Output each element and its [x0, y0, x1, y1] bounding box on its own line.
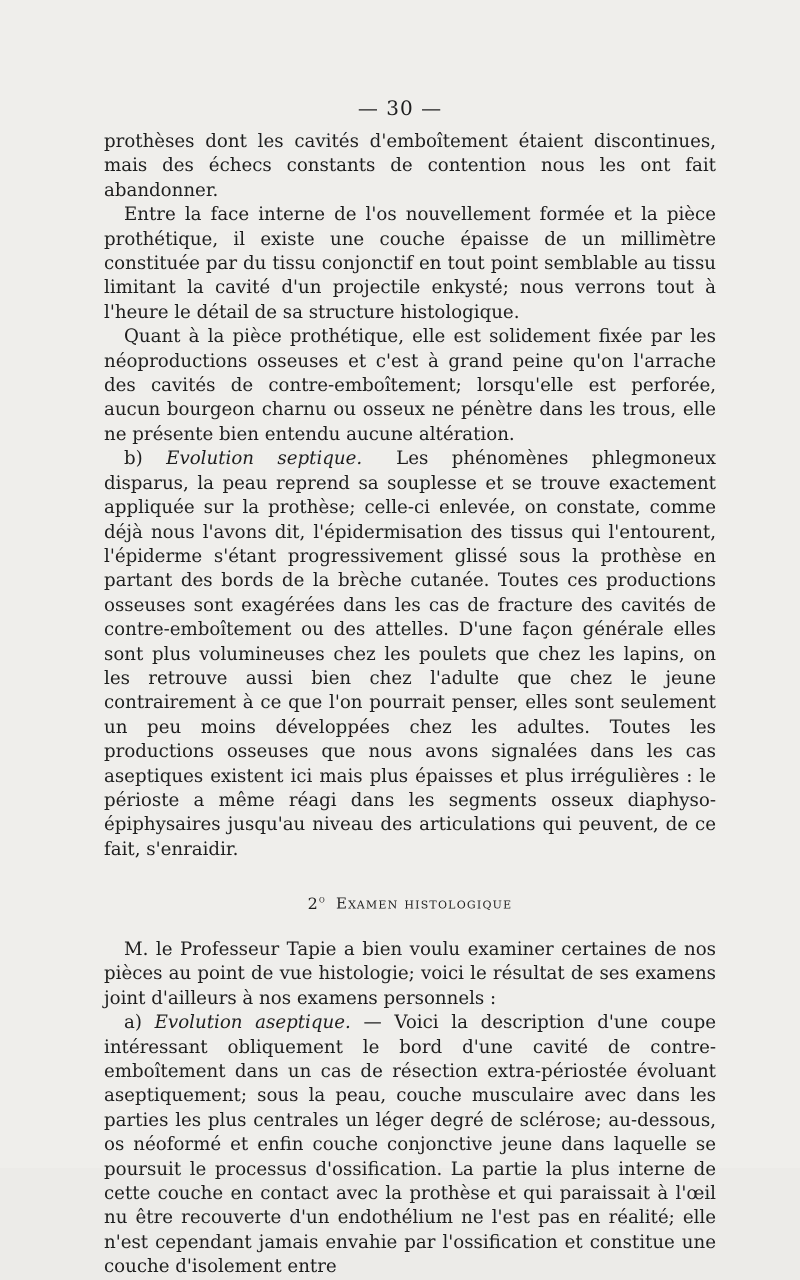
paragraph-2: Entre la face interne de l'os nouvellement formée et la pièce prothétique, il existe une couche épaisse de un millimètre constituée par du tissu conjonctif en tout point semblable au tissu limitant la cavité d'un projectile enkysté; nous verrons tout à l'heure le détail de sa structure histologique.	[104, 204, 716, 323]
histology-intro: M. le Professeur Tapie a bien voulu examiner certaines de nos pièces au point de vue histologie; voici le résultat de ses examens joint d'ailleurs à nos examens personnels :	[104, 938, 716, 1009]
aseptic-text: Voici la description d'une coupe intéressant obliquement le bord d'une cavité de contre-emboîtement dans un cas de résection extra-périostée évoluant aseptiquement; sous la peau, couche musculaire avec dans les parties les plus centrales un léger degré de sclérose; au-dessous, os néoformé et enfin couche conjonctive jeune dans laquelle se poursuit le processus d'ossification. La partie la plus interne de cette couche en contact avec la prothèse et qui paraissait à l'œil nu être recouverte d'un endothélium ne l'est pas en réalité; elle n'est cependant jamais envahie par l'ossification et constitue une couche d'isolement entre	[104, 1012, 716, 1278]
aseptic-dash: —	[363, 1012, 382, 1034]
section-heading	[104, 888, 716, 916]
heading-title: Examen histologique	[335, 894, 513, 913]
aseptic-paragraph	[104, 1011, 716, 1279]
septic-text: Les phénomènes phlegmoneux disparus, la peau reprend sa souplesse et se trouve exactement appliquée sur la prothèse; celle-ci enlevée, on constate, comme déjà nous l'avons dit, l'épidermisation des tissus qui l'entourent, l'épiderme s'étant progressivement glissé sous la prothèse en partant des bords de la brèche cutanée. Toutes ces productions osseuses sont exagérées dans les cas de fracture des cavités de contre-emboîtement ou des attelles. D'une façon générale elles sont plus volumineuses chez les poulets que chez les lapins, on les retrouve aussi bien chez l'adulte que chez le jeune contrairement à ce que l'on pourrait penser, elles sont seulement un peu moins développées chez les adultes. Toutes les productions osseuses que nous avons signalées dans les cas aseptiques existent ici mais plus épaisses et plus irrégulières : le périoste a même réagi dans les segments osseux diaphyso-épiphysaires jusqu'au niveau des articulations qui peuvent, de ce fait, s'enraidir.	[104, 448, 716, 860]
body-text	[104, 130, 716, 1280]
paragraph-1: prothèses dont les cavités d'emboîtement étaient discontinues, mais des échecs constants de contention nous les ont fait abandonner.	[104, 131, 716, 201]
septic-title: Evolution septique.	[166, 448, 363, 470]
paragraph-3: Quant à la pièce prothétique, elle est solidement fixée par les néoproductions osseuses et c'est à grand peine qu'on l'arrache des cavités de contre-emboîtement; lorsqu'elle est perforée, aucun bourgeon charnu ou osseux ne pénètre dans les trous, elle ne présente bien entendu aucune altération.	[104, 326, 716, 445]
aseptic-title: Evolution aseptique.	[154, 1012, 351, 1034]
aseptic-prefix: a)	[124, 1012, 142, 1034]
heading-number: 2$^o$	[307, 893, 326, 913]
septic-paragraph	[104, 447, 716, 862]
septic-prefix: b)	[124, 448, 143, 470]
page-number: — 30 —	[357, 96, 443, 120]
